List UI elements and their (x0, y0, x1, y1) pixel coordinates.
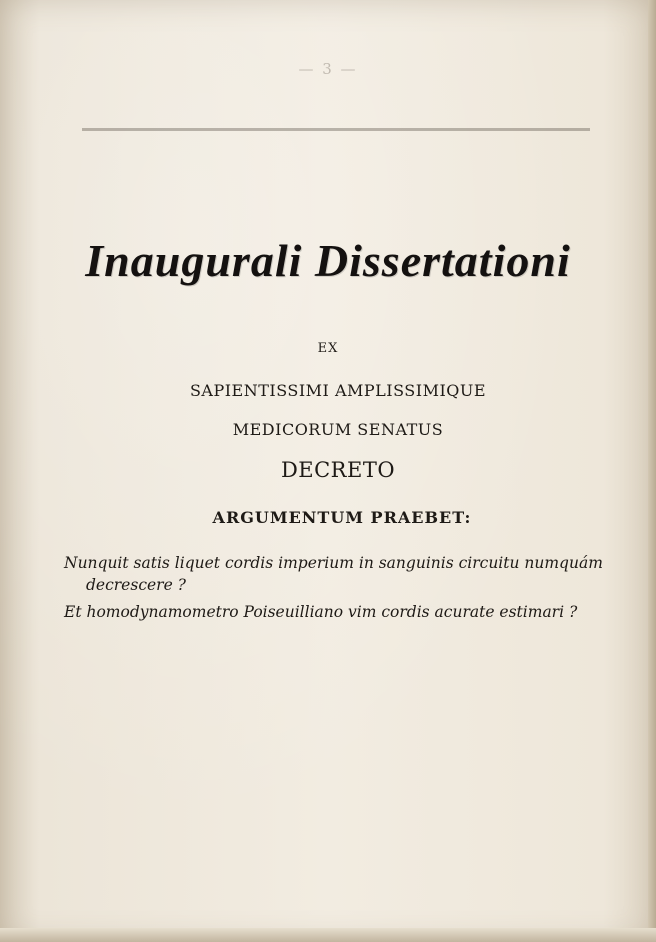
argumentum-heading (14, 508, 656, 527)
argumentum-text: ARGUMENTUM PRAEBET (212, 508, 465, 527)
question-1 (64, 552, 604, 596)
argumentum-colon: : (464, 508, 472, 527)
ex-label: EX (317, 341, 339, 356)
dissertation-title: Inaugurali Dissertationi (85, 235, 571, 286)
header-rule (82, 128, 590, 131)
decreto-heading: DECRETO (280, 458, 396, 482)
question-1-line-2: decrescere ? (86, 576, 186, 594)
question-1-line-1: Nunquit satis liquet cordis imperium in sanguinis circuitu numquám (64, 554, 603, 572)
page-number: — 3 — (298, 60, 358, 78)
senate-line-1: SAPIENTISSIMI AMPLISSIMIQUE (189, 381, 487, 400)
senate-line-2: MEDICORUM SENATUS (232, 420, 444, 439)
page-edge-bottom (0, 928, 656, 942)
show-through-1 (60, 300, 600, 324)
question-2: Et homodynamometro Poiseuilliano vim cordis acurate estimari ? (64, 603, 578, 621)
